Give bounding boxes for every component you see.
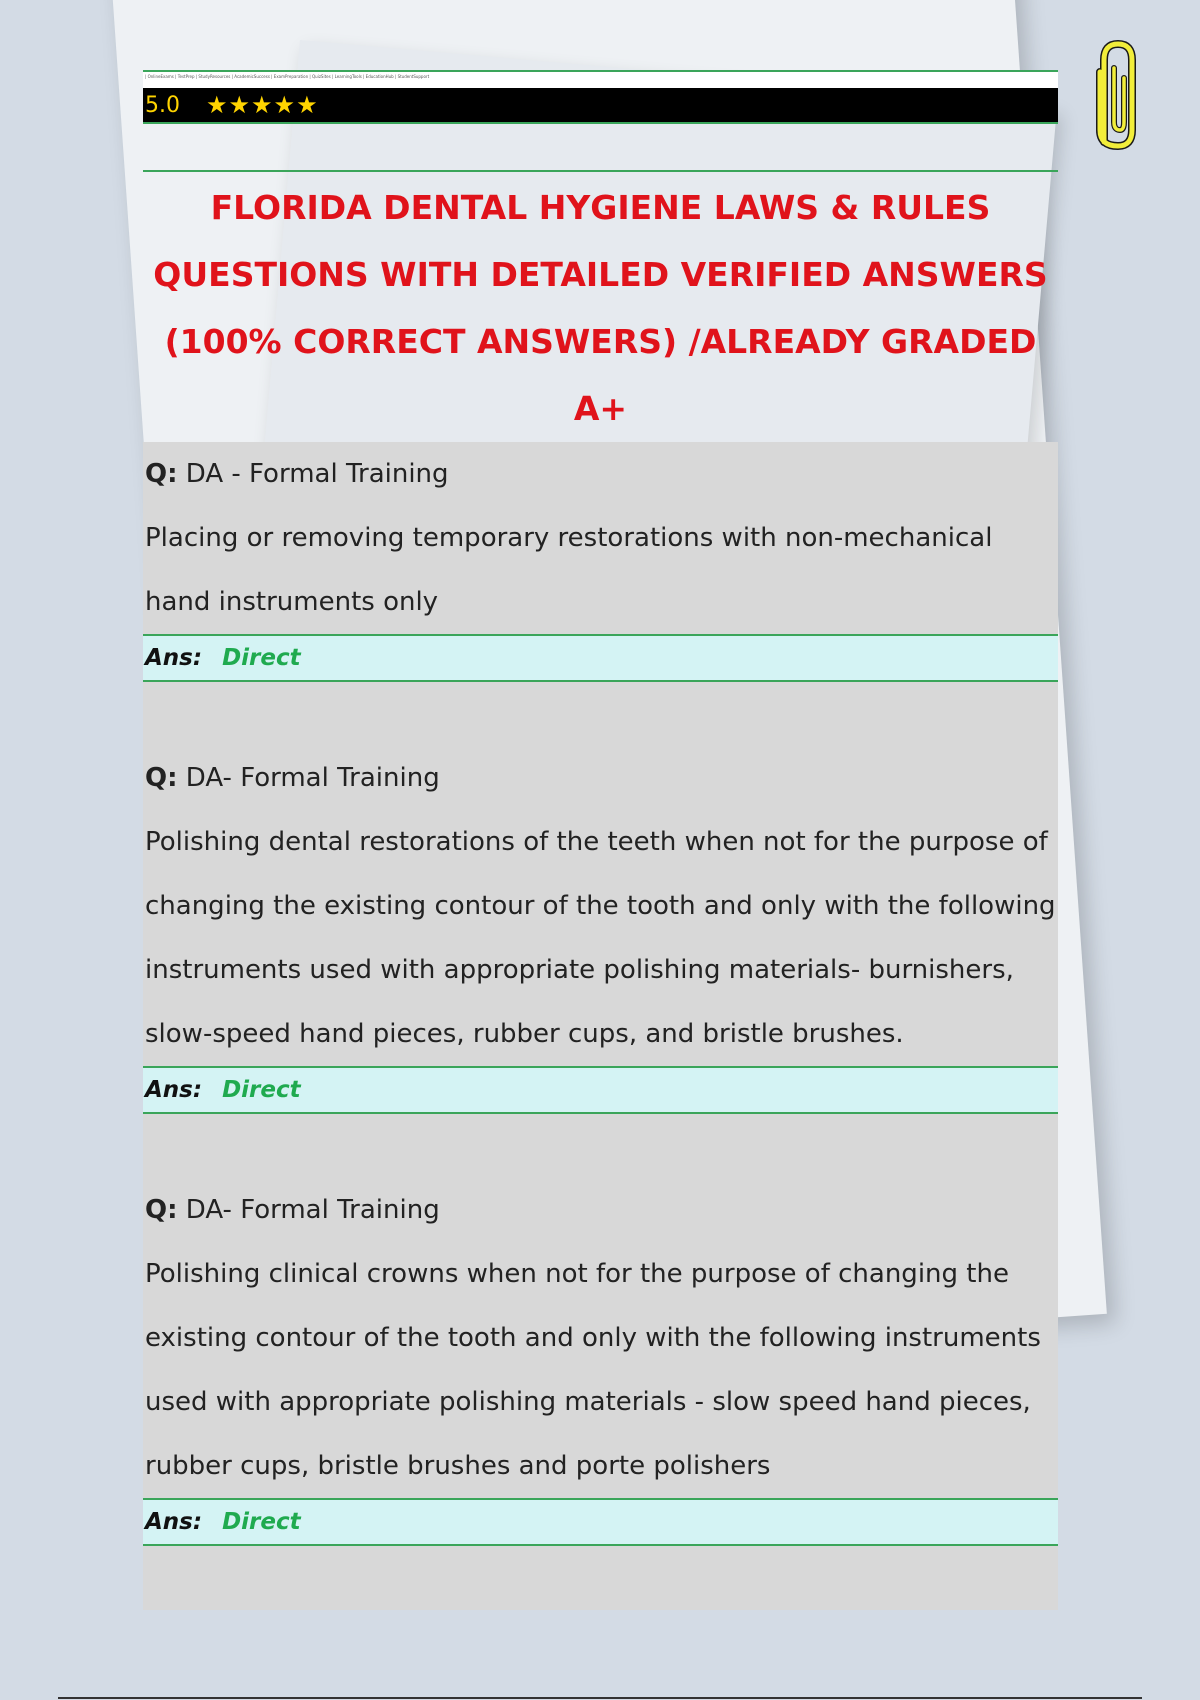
- question: [143, 442, 1058, 634]
- answer-text: Direct: [222, 1509, 301, 1535]
- rating-value: 5.0: [145, 92, 180, 118]
- answer-text: Direct: [222, 1077, 301, 1103]
- qa-item: [143, 746, 1058, 1178]
- answer-row: [143, 634, 1058, 682]
- rating-bar: [143, 88, 1058, 124]
- question-heading: DA- Formal Training: [185, 763, 440, 793]
- question-label: Q:: [145, 763, 178, 793]
- question-label: Q:: [145, 459, 178, 489]
- question: [143, 1178, 1058, 1498]
- qa-item: [143, 442, 1058, 746]
- spacer: [143, 1114, 1058, 1178]
- answer-label: Ans:: [145, 1077, 203, 1103]
- spacer: [143, 1546, 1058, 1610]
- star-rating-icon: ★★★★★: [206, 91, 319, 119]
- question-body: Placing or removing temporary restorations with non-mechanical hand instruments only: [145, 523, 993, 617]
- qa-item: [143, 1178, 1058, 1610]
- question-heading: DA- Formal Training: [185, 1195, 440, 1225]
- question-body: Polishing clinical crowns when not for the purpose of changing the existing contour of the tooth and only with the following instruments used with appropriate polishing materials - slow speed hand pieces, rubber cups, bristle brushes and porte polishers: [145, 1259, 1041, 1481]
- question-heading: DA - Formal Training: [185, 459, 449, 489]
- answer-row: [143, 1498, 1058, 1546]
- answer-row: [143, 1066, 1058, 1114]
- header-fine-print: | OnlineExams | TestPrep | StudyResources | AcademicSuccess | ExamPreparation | QuizSites | LearningTools | EducationHub | StudentSupport: [143, 70, 1058, 88]
- spacer: [143, 682, 1058, 746]
- answer-label: Ans:: [145, 645, 203, 671]
- document-title: FLORIDA DENTAL HYGIENE LAWS & RULES QUESTIONS WITH DETAILED VERIFIED ANSWERS (100% CORRECT ANSWERS) /ALREADY GRADED A+: [143, 170, 1058, 442]
- answer-label: Ans:: [145, 1509, 203, 1535]
- question-label: Q:: [145, 1195, 178, 1225]
- answer-text: Direct: [222, 645, 301, 671]
- document-content: [143, 70, 1058, 1610]
- paperclip-icon: [1088, 38, 1144, 154]
- question-body: Polishing dental restorations of the teeth when not for the purpose of changing the existing contour of the tooth and only with the following instruments used with appropriate polishing materials- burnishers, slow-speed hand pieces, rubber cups, and bristle brushes.: [145, 827, 1056, 1049]
- footer-divider: [58, 1697, 1142, 1699]
- question: [143, 746, 1058, 1066]
